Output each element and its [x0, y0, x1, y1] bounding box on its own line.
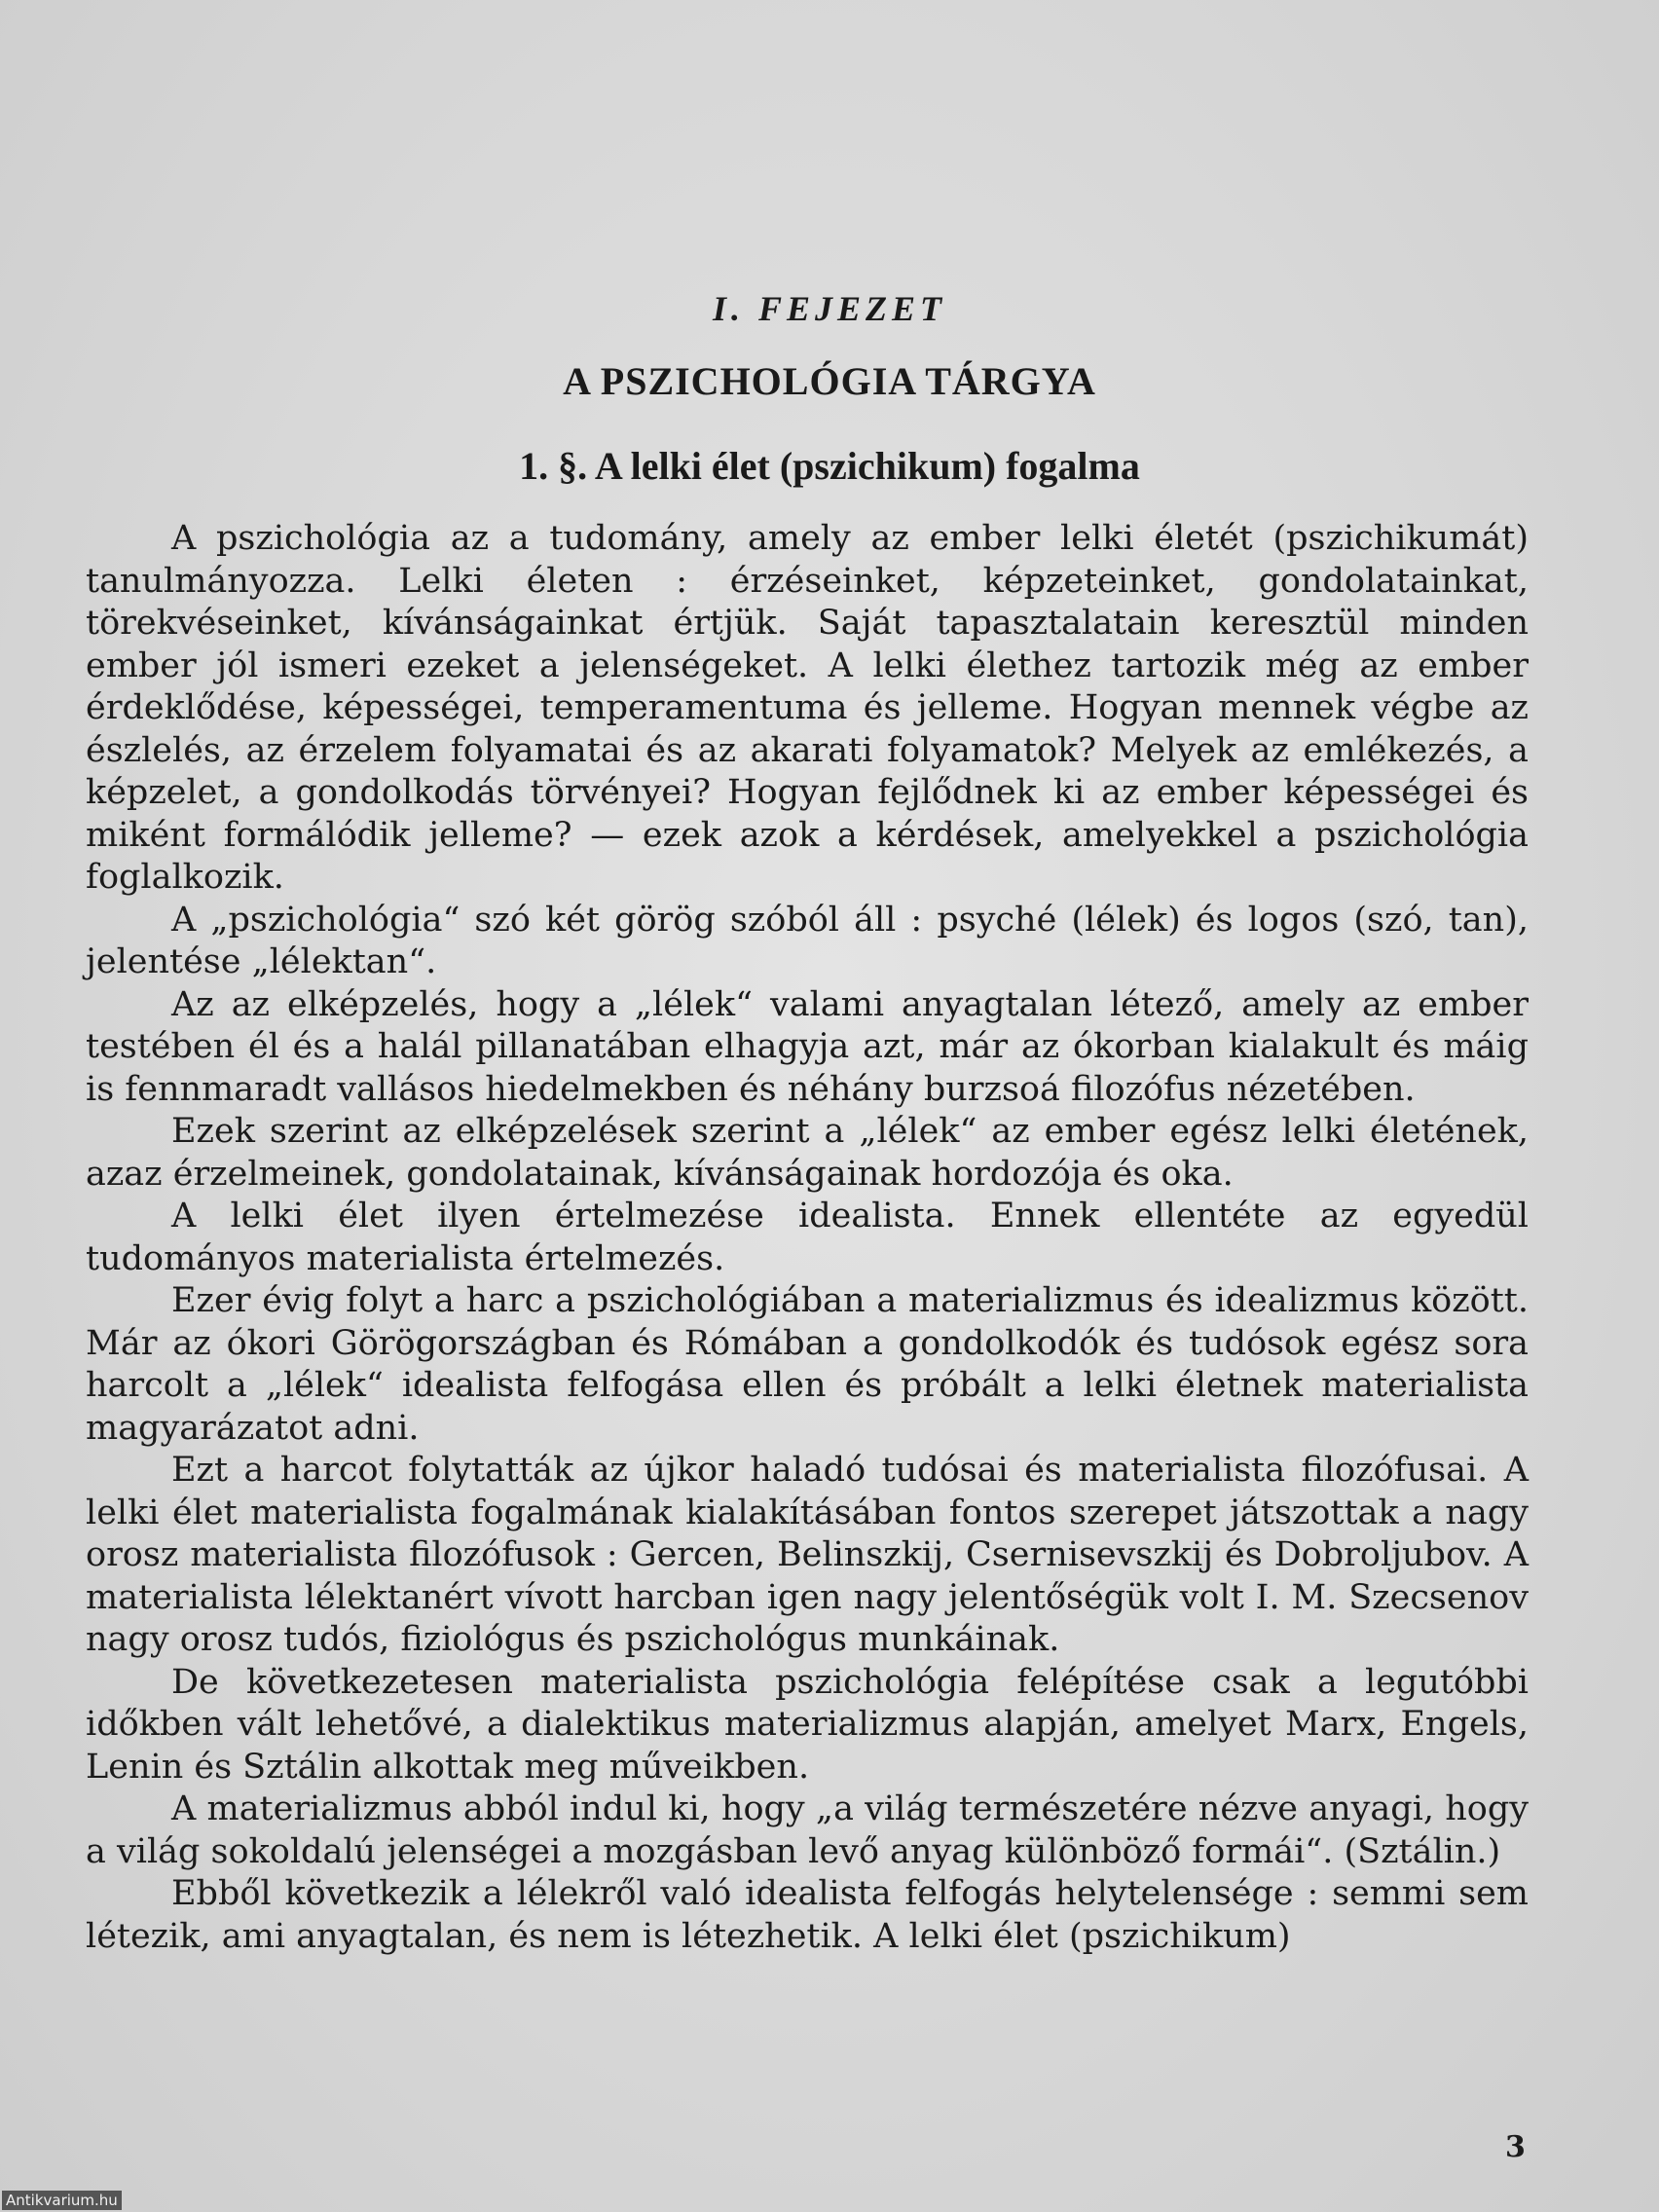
- body-text: [86, 518, 1529, 1958]
- paragraph: A lelki élet ilyen értelmezése idealista. Ennek ellentéte az egyedül tudományos materialista értelmezés.: [86, 1197, 1529, 1278]
- paragraph: Ezek szerint az elképzelések szerint a „lélek“ az ember egész lelki életének, azaz érzelmeinek, gondolatainak, kívánságainak hordozója és oka.: [86, 1112, 1529, 1194]
- paragraph: Ezt a harcot folytatták az újkor haladó tudósai és materialista filozófusai. A lelki élet materialista fogalmának kialakításában fontos szerepet játszottak a nagy orosz materialista filozófusok : Gercen, Belinszkij, Csernisevszkij és Dobroljubov. A materialista lélektanért vívott harcban igen nagy jelentőségük volt I. M. Szecsenov nagy orosz tudós, fiziológus és pszichológus munkáinak.: [86, 1451, 1529, 1659]
- paragraph: Az az elképzelés, hogy a „lélek“ valami anyagtalan létező, amely az ember testében él és a halál pillanatában elhagyja azt, már az ókorban kialakult és máig is fennmaradt vallásos hiedelmekben és néhány burzsoá filozófus nézetében.: [86, 984, 1529, 1109]
- paragraph: A „pszichológia“ szó két görög szóból áll : psyché (lélek) és logos (szó, tan), jelentése „lélektan“.: [86, 900, 1529, 981]
- chapter-title: A PSZICHOLÓGIA TÁRGYA: [563, 359, 1096, 403]
- section-heading: 1. §. A lelki élet (pszichikum) fogalma: [519, 444, 1140, 488]
- page-number: 3: [1505, 2130, 1526, 2164]
- watermark: Antikvarium.hu: [2, 2191, 122, 2210]
- paragraph: A materializmus abból indul ki, hogy „a világ természetére nézve anyagi, hogy a világ sokoldalú jelenségei a mozgásban levő anyag különböző formái“. (Sztálin.): [86, 1789, 1529, 1871]
- paragraph: Ezer évig folyt a harc a pszichológiában a materializmus és idealizmus között. Már az ókori Görögországban és Rómában a gondolkodók és tudósok egész sora harcolt a „lélek“ idealista felfogása ellen és próbált a lelki életnek materialista magyarázatot adni.: [86, 1281, 1529, 1448]
- paragraph: A pszichológia az a tudomány, amely az ember lelki életét (pszichikumát) tanulmányozza. Lelki életen : érzéseinket, képzeteinket, gondolatainkat, törekvéseinket, kívánságainkat értjük. Saját tapasztalatain keresztül minden ember jól ismeri ezeket a jelenségeket. A lelki élethez tartozik még az ember érdeklődése, képességei, temperamentuma és jelleme. Hogyan mennek végbe az észlelés, az érzelem folyamatai és az akarati folyamatok? Melyek az emlékezés, a képzelet, a gondolkodás törvényei? Hogyan fejlődnek ki az ember képességei és miként formálódik jelleme? — ezek azok a kérdések, amelyekkel a pszichológia foglalkozik.: [86, 519, 1529, 897]
- paragraph: De következetesen materialista pszichológia felépítése csak a legutóbbi időkben vált lehetővé, a dialektikus materializmus alapján, amelyet Marx, Engels, Lenin és Sztálin alkottak meg műveikben.: [86, 1662, 1529, 1787]
- chapter-heading: I. FEJEZET: [712, 289, 947, 328]
- paragraph: Ebből következik a lélekről való idealista felfogás helytelensége : semmi sem létezik, ami anyagtalan, és nem is létezhetik. A lelki élet (pszichikum): [86, 1874, 1529, 1956]
